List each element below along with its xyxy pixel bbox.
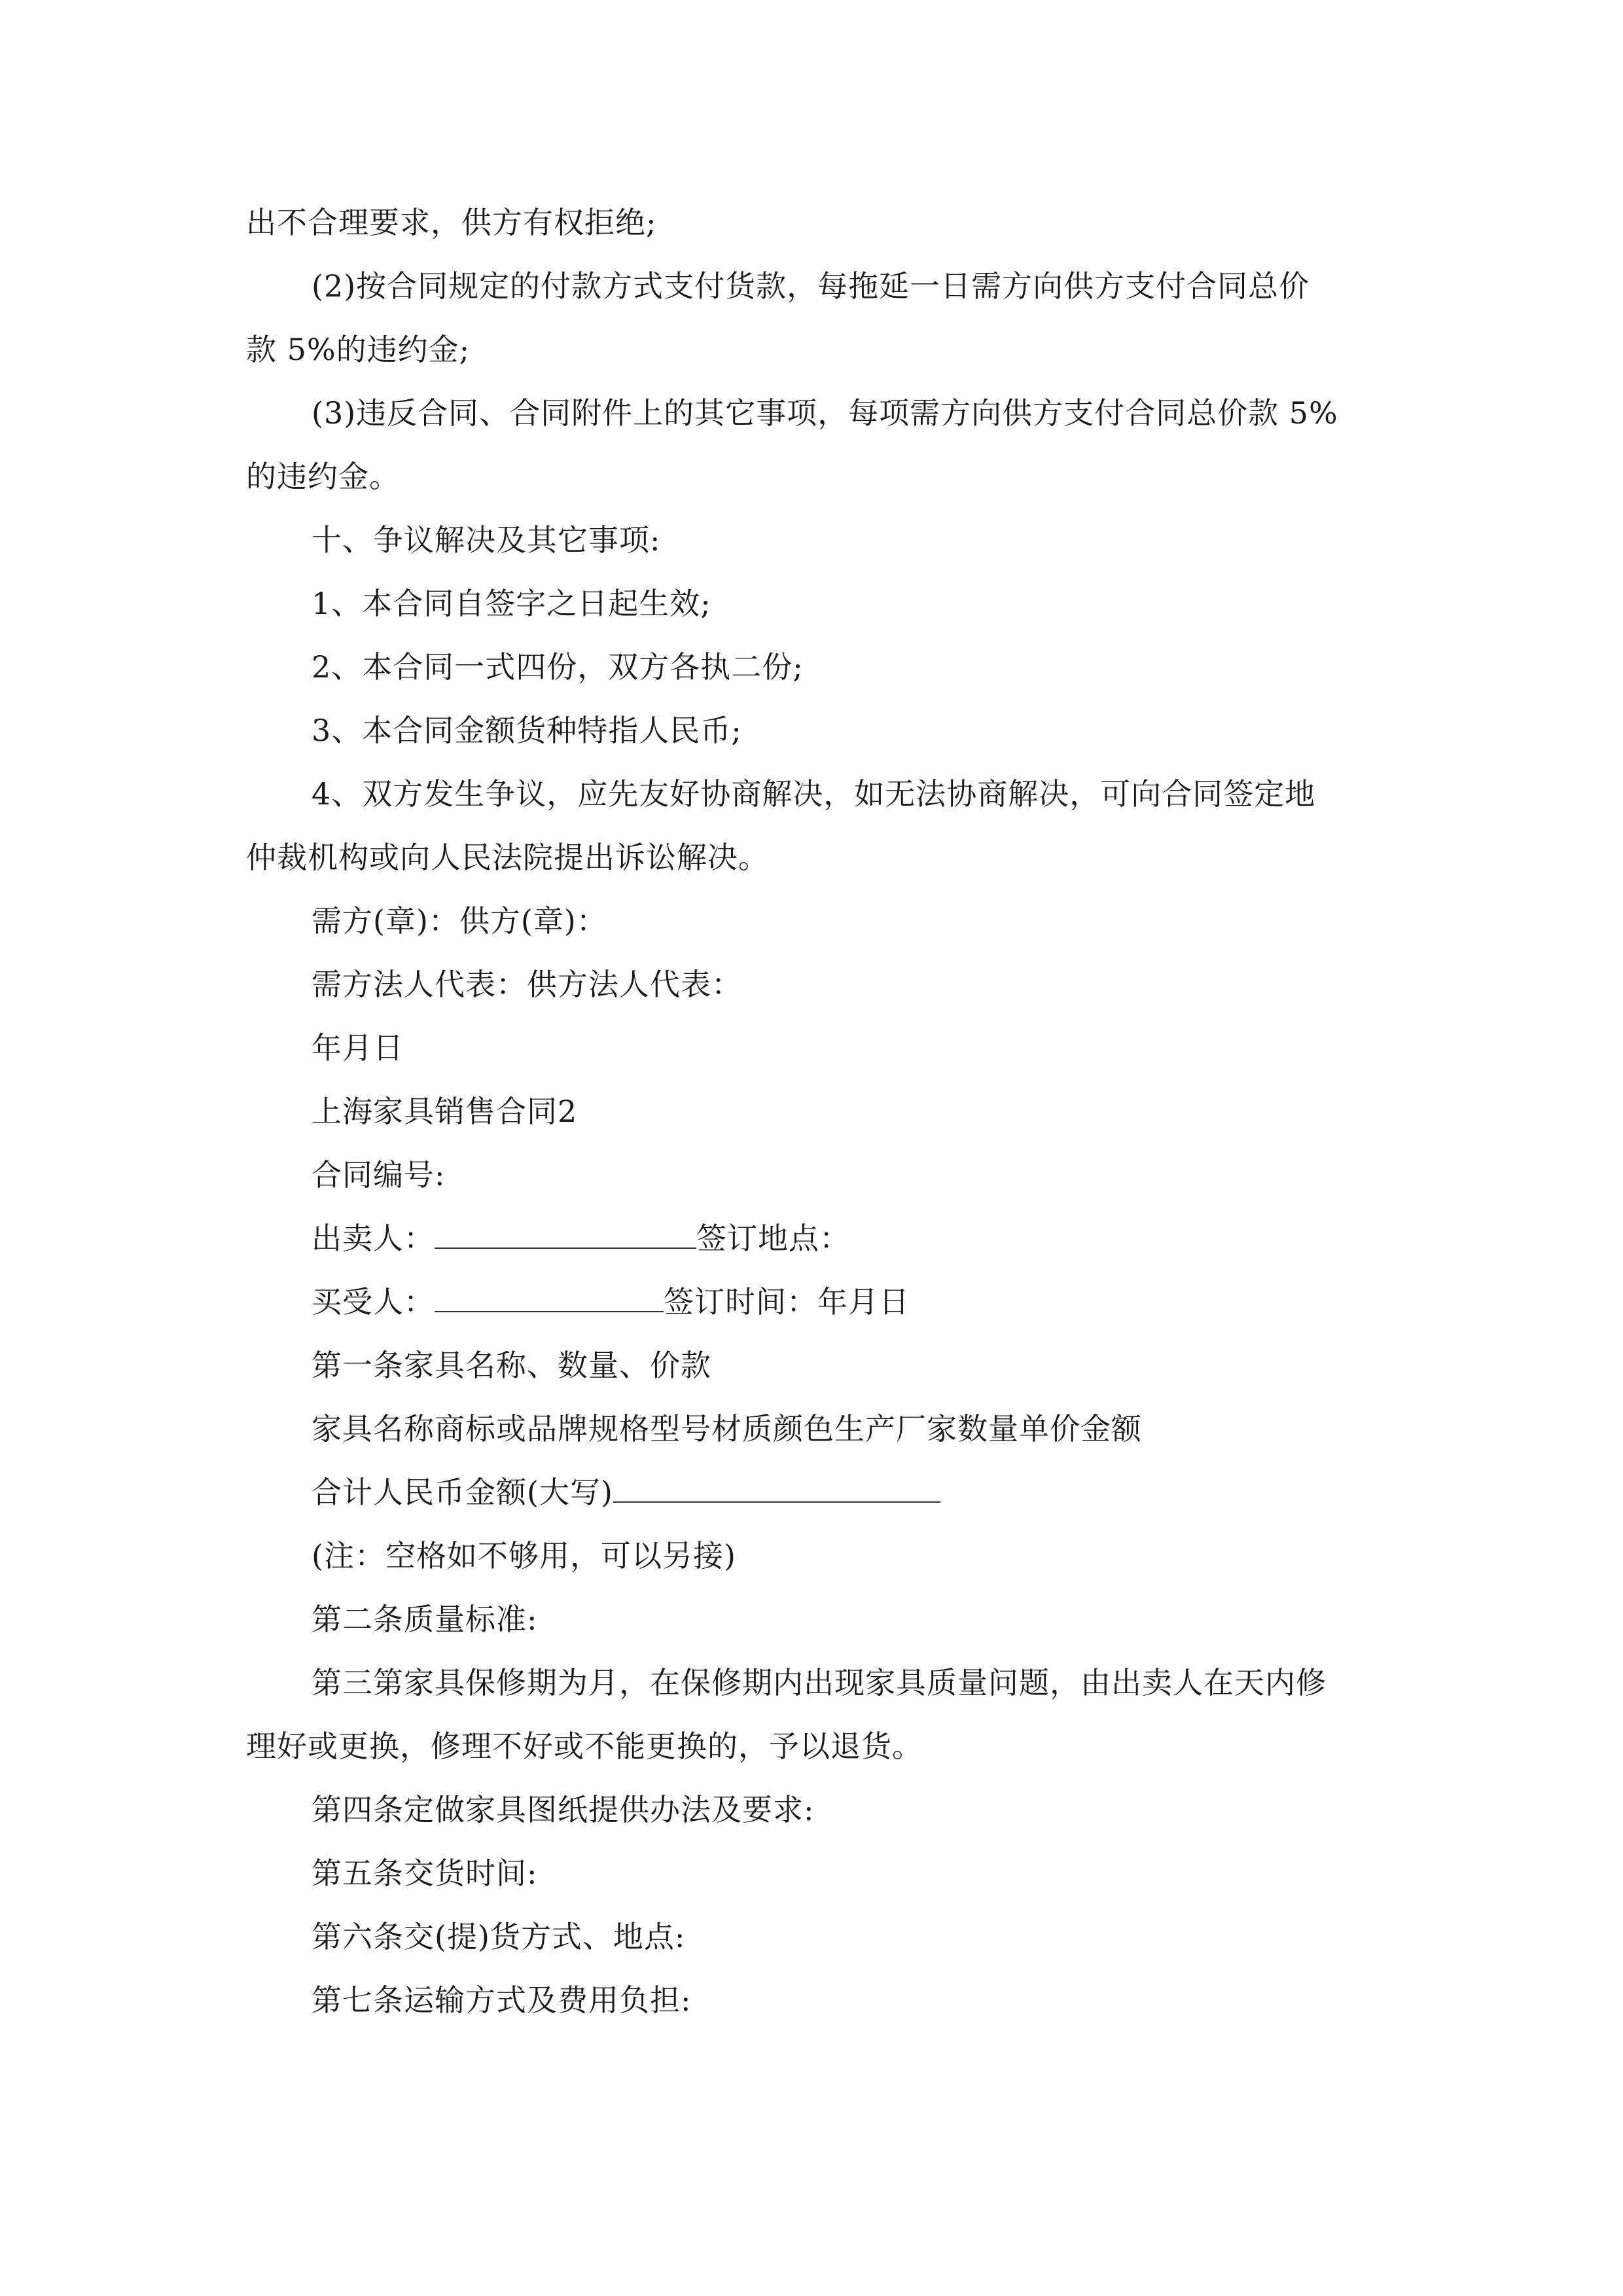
article-heading: 第六条交(提)货方式、地点: (312, 1919, 686, 1954)
representative-line: 需方法人代表：供方法人代表： (312, 967, 742, 1002)
note-line: (注：空格如不够用，可以另接) (312, 1538, 736, 1573)
paragraph-line: 出不合理要求，供方有权拒绝; (246, 205, 657, 240)
paragraph-line: 款 5%的违约金; (246, 332, 471, 367)
paragraph-line: 理好或更换，修理不好或不能更换的，予以退货。 (246, 1729, 923, 1764)
table-header-line: 家具名称商标或品牌规格型号材质颜色生产厂家数量单价金额 (312, 1411, 1142, 1446)
list-item: 4、双方发生争议，应先友好协商解决，如无法协商解决，可向合同签定地 (312, 776, 1316, 812)
signature-line: 需方(章)：供方(章)： (312, 903, 607, 939)
sign-place-label: 签订地点： (696, 1221, 850, 1256)
contract-number: 合同编号: (312, 1157, 446, 1193)
buyer-label: 买受人： (312, 1284, 435, 1319)
paragraph-line: 第三第家具保修期为月，在保修期内出现家具质量问题，由出卖人在天内修 (312, 1665, 1327, 1700)
section-heading: 十、争议解决及其它事项: (312, 522, 661, 558)
paragraph-line: 的违约金。 (246, 459, 400, 494)
list-item: 2、本合同一式四份，双方各执二份; (312, 649, 804, 685)
total-label: 合计人民币金额(大写) (312, 1475, 613, 1510)
seller-line (312, 1219, 850, 1258)
article-heading: 第四条定做家具图纸提供办法及要求: (312, 1792, 815, 1827)
article-heading: 第一条家具名称、数量、价款 (312, 1348, 711, 1383)
seller-label: 出卖人： (312, 1221, 435, 1256)
article-heading: 第五条交货时间: (312, 1856, 538, 1891)
paragraph-line: (3)违反合同、合同附件上的其它事项，每项需方向供方支付合同总价款 5% (312, 395, 1338, 431)
paragraph-line: (2)按合同规定的付款方式支付货款，每拖延一日需方向供方支付合同总价 (312, 268, 1310, 304)
total-blank (613, 1473, 940, 1503)
total-line (312, 1473, 940, 1512)
seller-blank (435, 1219, 696, 1249)
article-heading: 第二条质量标准: (312, 1602, 538, 1637)
buyer-blank (435, 1282, 664, 1312)
sign-time-label: 签订时间：年月日 (664, 1284, 910, 1319)
article-heading: 第七条运输方式及费用负担: (312, 1982, 692, 2018)
list-item: 3、本合同金额货种特指人民币; (312, 713, 742, 748)
paragraph-line: 仲裁机构或向人民法院提出诉讼解决。 (246, 840, 769, 875)
date-line: 年月日 (312, 1030, 404, 1066)
buyer-line (312, 1282, 910, 1321)
list-item: 1、本合同自签字之日起生效; (312, 586, 711, 621)
contract-title: 上海家具销售合同2 (312, 1094, 578, 1129)
